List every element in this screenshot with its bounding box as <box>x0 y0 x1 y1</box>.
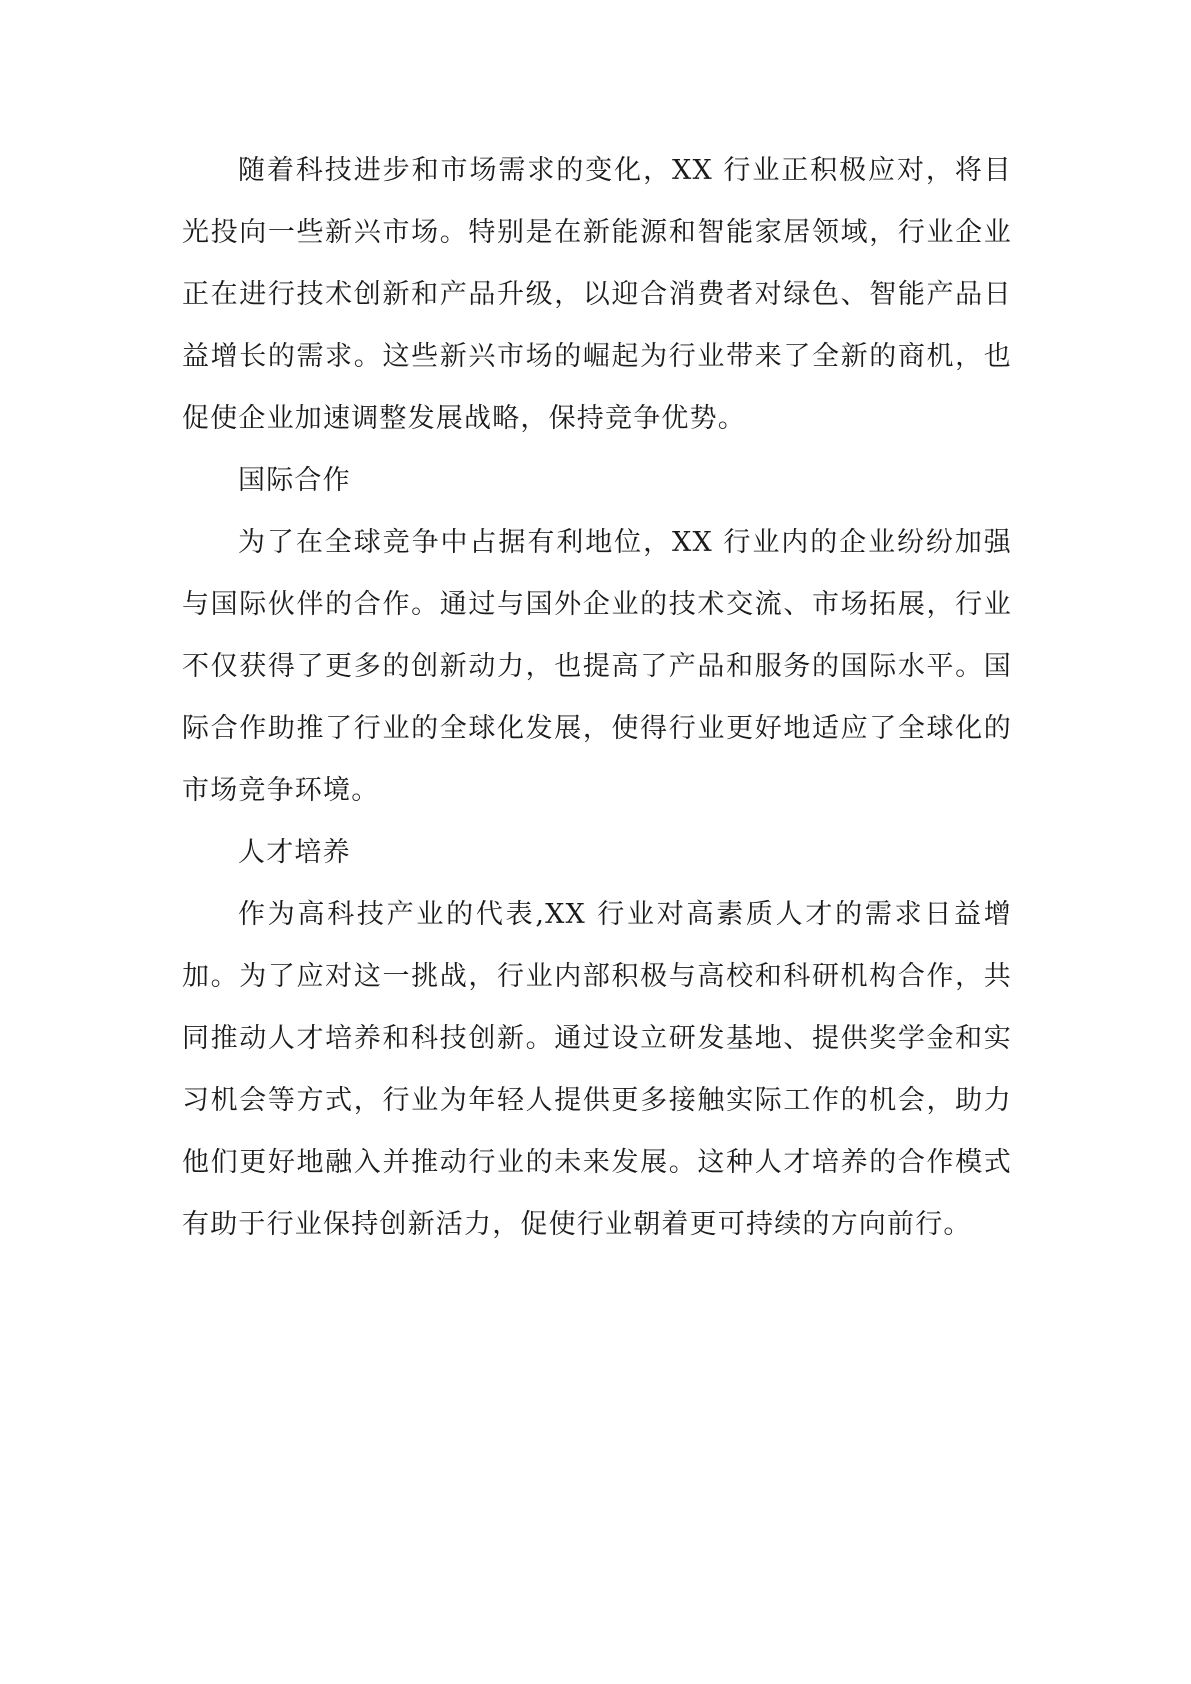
section-heading-talent-cultivation: 人才培养 <box>238 837 351 868</box>
paragraph-emerging-markets: 随着科技进步和市场需求的变化，XX 行业正积极应对，将目光投向一些新兴市场。特别是在新能源和智能家居领域，行业企业正在进行技术创新和产品升级，以迎合消费者对绿色、智能产品日益增长的需求。这些新兴市场的崛起为行业带来了全新的商机，也促使企业加速调整发展战略，保持竞争优势。 <box>182 155 1012 434</box>
paragraph-international-cooperation: 为了在全球竞争中占据有利地位，XX 行业内的企业纷纷加强与国际伙伴的合作。通过与国外企业的技术交流、市场拓展，行业不仅获得了更多的创新动力，也提高了产品和服务的国际水平。国际合作助推了行业的全球化发展，使得行业更好地适应了全球化的市场竞争环境。 <box>182 527 1012 806</box>
paragraph-talent-cultivation: 作为高科技产业的代表,XX 行业对高素质人才的需求日益增加。为了应对这一挑战，行业内部积极与高校和科研机构合作，共同推动人才培养和科技创新。通过设立研发基地、提供奖学金和实习机会等方式，行业为年轻人提供更多接触实际工作的机会，助力他们更好地融入并推动行业的未来发展。这种人才培养的合作模式有助于行业保持创新活力，促使行业朝着更可持续的方向前行。 <box>182 899 1012 1240</box>
section-heading-international-cooperation: 国际合作 <box>238 465 351 496</box>
document-body <box>182 140 1012 1256</box>
